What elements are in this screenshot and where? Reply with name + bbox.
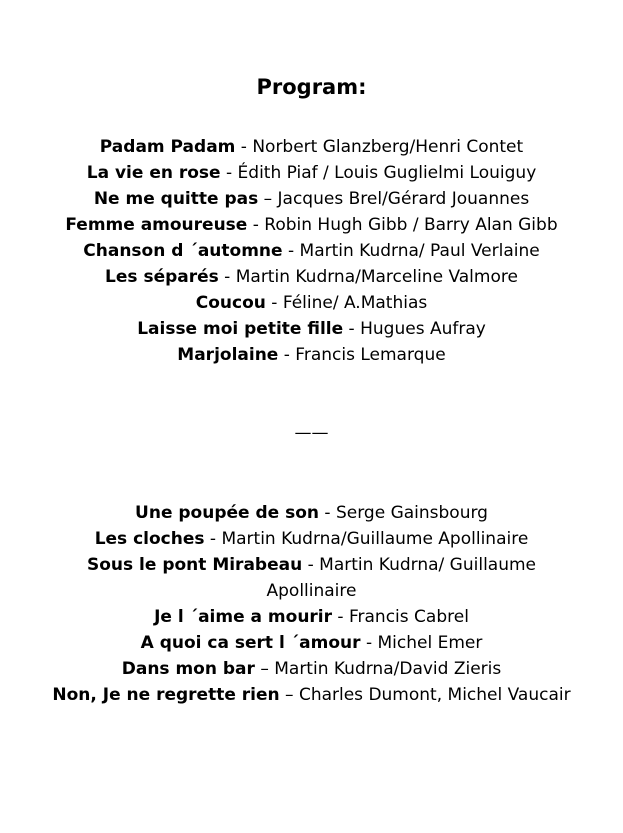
program-entry [0, 160, 623, 186]
program-entry [0, 238, 623, 264]
song-authors: Francis Lemarque [295, 345, 446, 365]
program-entry [0, 682, 623, 708]
separator: - [343, 319, 361, 339]
separator: - [302, 555, 320, 575]
song-authors: Jacques Brel/Gérard Jouannes [277, 189, 530, 209]
program-entry [0, 290, 623, 316]
program-entry [77, 552, 547, 604]
program-entry [0, 316, 623, 342]
program-part-1 [0, 134, 623, 368]
song-title: Les cloches [94, 529, 205, 549]
separator: – [258, 189, 278, 209]
song-authors: Serge Gainsbourg [335, 503, 488, 523]
song-title: Je l ´aime a mourir [154, 607, 333, 627]
song-authors: Édith Piaf / Louis Guglielmi Louiguy [237, 163, 537, 183]
song-authors: Martin Kudrna/ Guillaume Apollinaire [266, 555, 537, 601]
program-entry [0, 500, 623, 526]
separator: - [282, 241, 300, 261]
program-entry [0, 630, 623, 656]
song-authors: Martin Kudrna/Guillaume Apollinaire [221, 529, 529, 549]
separator: - [319, 503, 336, 523]
song-authors: Martin Kudrna/David Zieris [274, 659, 502, 679]
song-title: Femme amoureuse [65, 215, 248, 235]
song-title: Ne me quitte pas [93, 189, 259, 209]
separator: - [204, 529, 222, 549]
program-entry [0, 134, 623, 160]
song-authors: Robin Hugh Gibb / Barry Alan Gibb [264, 215, 558, 235]
song-authors: Féline/ A.Mathias [282, 293, 428, 313]
program-entry [0, 526, 623, 552]
section-divider: —— [294, 423, 329, 443]
song-authors: Hugues Aufray [360, 319, 486, 339]
song-title: A quoi ca sert l ´amour [140, 633, 361, 653]
separator: - [278, 345, 296, 365]
separator: – [279, 685, 299, 705]
separator: - [220, 163, 238, 183]
song-title: Une poupée de son [135, 503, 320, 523]
song-authors: Michel Emer [377, 633, 483, 653]
separator: - [265, 293, 283, 313]
separator: - [247, 215, 265, 235]
program-entry [0, 656, 623, 682]
separator: - [235, 137, 253, 157]
song-authors: Charles Dumont, Michel Vaucair [298, 685, 571, 705]
song-title: Marjolaine [177, 345, 279, 365]
separator: - [218, 267, 236, 287]
program-entry [0, 342, 623, 368]
song-title: Laisse moi petite fille [137, 319, 344, 339]
song-authors: Norbert Glanzberg/Henri Contet [252, 137, 524, 157]
song-title: Coucou [195, 293, 266, 313]
song-title: Padam Padam [99, 137, 236, 157]
song-title: Dans mon bar [121, 659, 255, 679]
song-authors: Martin Kudrna/ Paul Verlaine [299, 241, 540, 261]
song-authors: Francis Cabrel [348, 607, 469, 627]
program-entry [0, 186, 623, 212]
separator: - [360, 633, 378, 653]
song-title: Non, Je ne regrette rien [52, 685, 280, 705]
song-title: Les séparés [105, 267, 219, 287]
song-title: La vie en rose [86, 163, 221, 183]
program-part-2 [0, 500, 623, 708]
program-entry [0, 264, 623, 290]
song-title: Chanson d ´automne [83, 241, 283, 261]
separator: – [254, 659, 275, 679]
program-entry [0, 212, 623, 238]
separator: - [332, 607, 349, 627]
program-entry [0, 604, 623, 630]
song-title: Sous le pont Mirabeau [86, 555, 303, 575]
song-authors: Martin Kudrna/Marceline Valmore [235, 267, 518, 287]
program-title: Program: [256, 75, 367, 99]
